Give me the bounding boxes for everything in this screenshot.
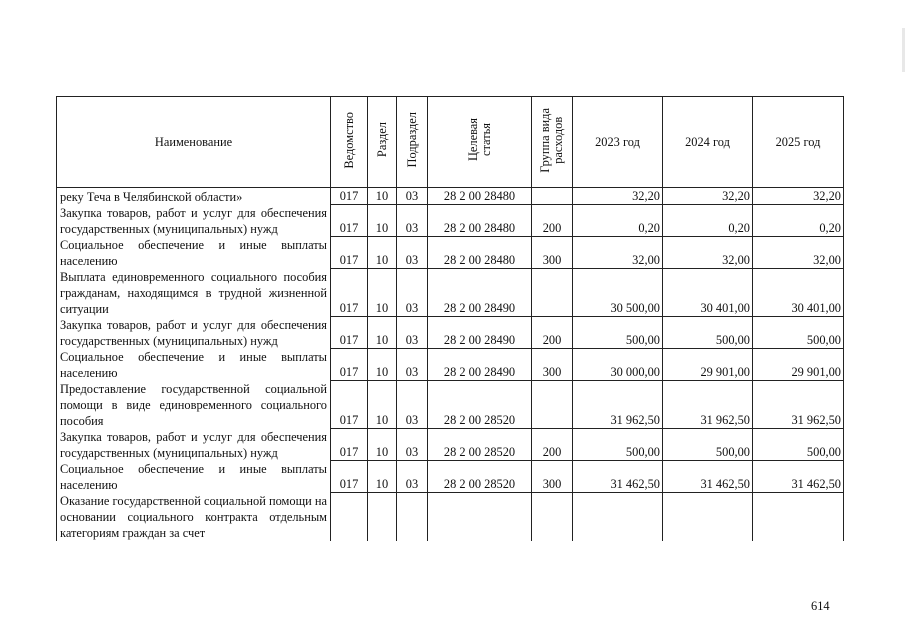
header-expense-group: Группа вида расходов <box>532 97 573 188</box>
row-expense-group: 200 <box>532 205 573 237</box>
row-target-article: 28 2 00 28480 <box>428 237 532 269</box>
row-value-2025: 31 962,50 <box>753 381 844 429</box>
header-year-2024: 2024 год <box>663 97 753 188</box>
row-subsection: 03 <box>397 237 428 269</box>
table-row <box>57 381 844 429</box>
row-section: 10 <box>368 461 397 493</box>
row-value-2024: 29 901,00 <box>663 349 753 381</box>
row-section: 10 <box>368 205 397 237</box>
row-expense-group: 200 <box>532 429 573 461</box>
row-section: 10 <box>368 269 397 317</box>
row-expense-group: 300 <box>532 461 573 493</box>
row-target-article: 28 2 00 28490 <box>428 349 532 381</box>
table-row <box>57 188 844 205</box>
row-value-2024: 500,00 <box>663 429 753 461</box>
row-value-2023: 32,20 <box>573 188 663 205</box>
row-value-2023: 500,00 <box>573 317 663 349</box>
row-expense-group <box>532 493 573 542</box>
row-expense-group: 200 <box>532 317 573 349</box>
row-subsection: 03 <box>397 188 428 205</box>
row-expense-group <box>532 381 573 429</box>
table-row <box>57 349 844 381</box>
row-department: 017 <box>331 381 368 429</box>
row-name: Предоставление государственной социальной помощи в виде единовременного социального пособия <box>57 381 331 429</box>
row-department: 017 <box>331 317 368 349</box>
row-target-article: 28 2 00 28490 <box>428 317 532 349</box>
row-expense-group <box>532 188 573 205</box>
header-year-2025: 2025 год <box>753 97 844 188</box>
row-value-2025: 32,20 <box>753 188 844 205</box>
row-value-2023: 32,00 <box>573 237 663 269</box>
row-department: 017 <box>331 461 368 493</box>
row-name: Социальное обеспечение и иные выплаты населению <box>57 461 331 493</box>
row-value-2024: 30 401,00 <box>663 269 753 317</box>
row-department: 017 <box>331 429 368 461</box>
row-section: 10 <box>368 349 397 381</box>
row-value-2023: 0,20 <box>573 205 663 237</box>
row-subsection: 03 <box>397 461 428 493</box>
row-value-2025: 0,20 <box>753 205 844 237</box>
row-value-2024: 31 962,50 <box>663 381 753 429</box>
header-target-article: Целевая статья <box>428 97 532 188</box>
row-section: 10 <box>368 237 397 269</box>
table-header-row <box>57 97 844 188</box>
row-target-article <box>428 493 532 542</box>
row-value-2025 <box>753 493 844 542</box>
row-section: 10 <box>368 317 397 349</box>
row-department: 017 <box>331 205 368 237</box>
row-value-2024: 31 462,50 <box>663 461 753 493</box>
row-value-2024 <box>663 493 753 542</box>
row-name: Социальное обеспечение и иные выплаты населению <box>57 349 331 381</box>
row-name: Закупка товаров, работ и услуг для обеспечения государственных (муниципальных) нужд <box>57 205 331 237</box>
table-row <box>57 237 844 269</box>
row-expense-group: 300 <box>532 237 573 269</box>
row-value-2024: 32,20 <box>663 188 753 205</box>
row-target-article: 28 2 00 28520 <box>428 429 532 461</box>
row-name: Закупка товаров, работ и услуг для обеспечения государственных (муниципальных) нужд <box>57 317 331 349</box>
row-value-2023 <box>573 493 663 542</box>
header-subsection: Подраздел <box>397 97 428 188</box>
table-row <box>57 269 844 317</box>
row-value-2023: 30 000,00 <box>573 349 663 381</box>
row-subsection: 03 <box>397 349 428 381</box>
row-section <box>368 493 397 542</box>
row-value-2023: 31 962,50 <box>573 381 663 429</box>
row-value-2025: 500,00 <box>753 429 844 461</box>
table-row <box>57 493 844 542</box>
header-year-2023: 2023 год <box>573 97 663 188</box>
row-section: 10 <box>368 381 397 429</box>
row-name: Оказание государственной социальной помощи на основании социального контракта отдельным категориям граждан за счет <box>57 493 331 542</box>
table-row <box>57 429 844 461</box>
row-target-article: 28 2 00 28480 <box>428 205 532 237</box>
header-name: Наименование <box>57 97 331 188</box>
row-value-2023: 31 462,50 <box>573 461 663 493</box>
row-name: реку Теча в Челябинской области» <box>57 188 331 205</box>
row-section: 10 <box>368 429 397 461</box>
row-subsection: 03 <box>397 269 428 317</box>
row-name: Социальное обеспечение и иные выплаты населению <box>57 237 331 269</box>
row-target-article: 28 2 00 28480 <box>428 188 532 205</box>
row-department: 017 <box>331 349 368 381</box>
row-value-2024: 32,00 <box>663 237 753 269</box>
table-row <box>57 461 844 493</box>
table-row <box>57 205 844 237</box>
row-expense-group <box>532 269 573 317</box>
table-row <box>57 317 844 349</box>
page-number: 614 <box>811 599 830 613</box>
row-subsection: 03 <box>397 429 428 461</box>
row-subsection: 03 <box>397 205 428 237</box>
row-department: 017 <box>331 237 368 269</box>
row-subsection: 03 <box>397 381 428 429</box>
row-name: Закупка товаров, работ и услуг для обеспечения государственных (муниципальных) нужд <box>57 429 331 461</box>
row-value-2025: 30 401,00 <box>753 269 844 317</box>
row-value-2025: 32,00 <box>753 237 844 269</box>
row-value-2024: 500,00 <box>663 317 753 349</box>
header-department: Ведомство <box>331 97 368 188</box>
row-value-2025: 31 462,50 <box>753 461 844 493</box>
header-section: Раздел <box>368 97 397 188</box>
row-department: 017 <box>331 269 368 317</box>
row-value-2024: 0,20 <box>663 205 753 237</box>
row-department: 017 <box>331 188 368 205</box>
row-subsection: 03 <box>397 317 428 349</box>
row-target-article: 28 2 00 28490 <box>428 269 532 317</box>
row-section: 10 <box>368 188 397 205</box>
budget-table <box>56 96 844 541</box>
row-name: Выплата единовременного социального пособия гражданам, находящимся в трудной жизненной ситуации <box>57 269 331 317</box>
row-department <box>331 493 368 542</box>
row-expense-group: 300 <box>532 349 573 381</box>
row-value-2023: 500,00 <box>573 429 663 461</box>
row-value-2023: 30 500,00 <box>573 269 663 317</box>
row-value-2025: 500,00 <box>753 317 844 349</box>
row-target-article: 28 2 00 28520 <box>428 461 532 493</box>
row-value-2025: 29 901,00 <box>753 349 844 381</box>
row-target-article: 28 2 00 28520 <box>428 381 532 429</box>
row-subsection <box>397 493 428 542</box>
